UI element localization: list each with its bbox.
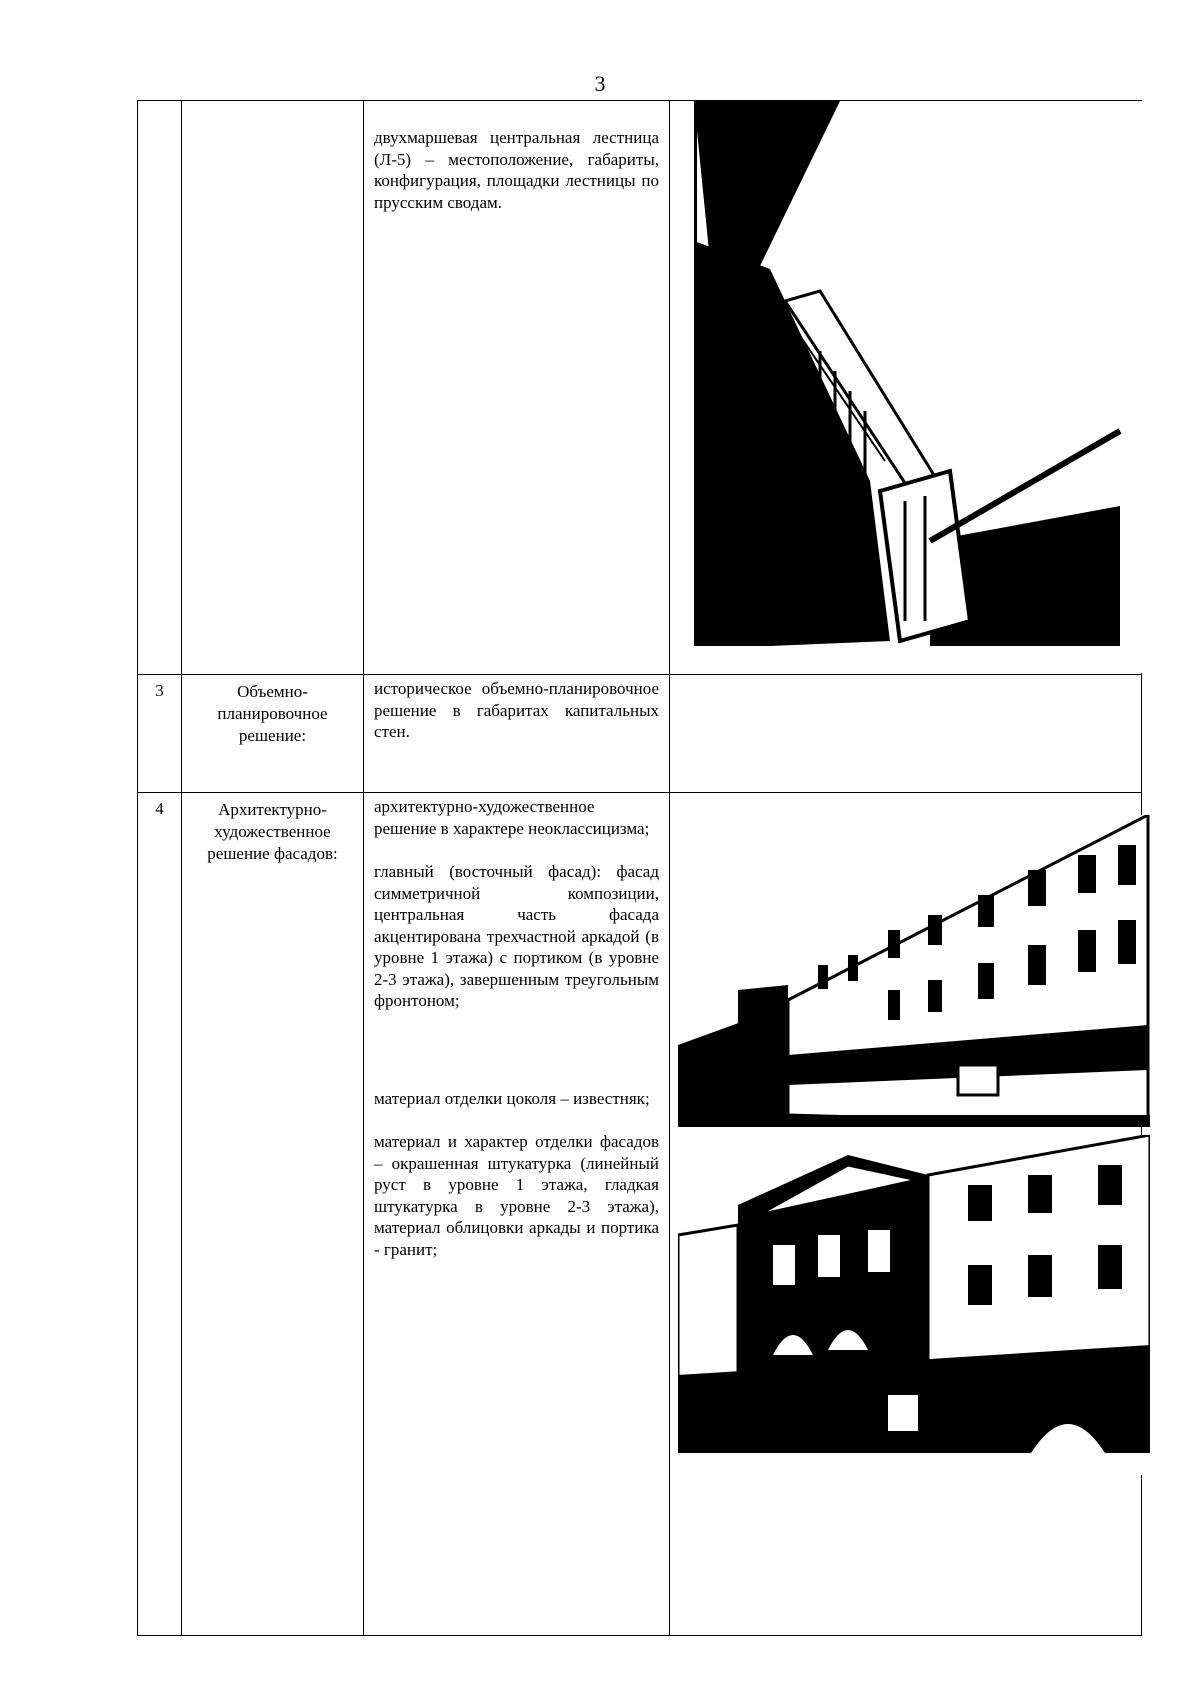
row-title: Архитектурно-художественное решение фасадов: [182,793,364,1636]
description-paragraph: историческое объемно-планировочное решение в габаритах капитальных стен. [374,679,659,741]
row-number [138,101,182,675]
table-row [138,101,1142,675]
row-description [364,675,670,793]
row-title [182,101,364,675]
row-description [364,793,670,1636]
staircase-photo [670,101,1142,673]
description-paragraph: архитектурно-художественное решение в характере неоклассицизма; [374,797,650,838]
row-description [364,101,670,675]
table-row [138,793,1142,1636]
facade-street-photo [678,815,1150,1127]
facade-portico-photo [678,1135,1150,1475]
photo-cell [670,675,1142,793]
table-row [138,675,1142,793]
description-paragraph: материал отделки цоколя – известняк; [374,1088,650,1108]
heritage-table [137,100,1142,1636]
page-number: 3 [594,71,606,96]
description-paragraph: главный (восточный фасад): фасад симметричной композиции, центральная часть фасада акцентирована трехчастной аркадой (в уровне 1 этажа) с портиком (в уровне 2-3 этажа), завершенным треугольным фронтоном; [374,862,659,1010]
row-title: Объемно-планировочное решение: [182,675,364,793]
row-number: 4 [138,793,182,1636]
description-paragraph: материал и характер отделки фасадов – окрашенная штукатурка (линейный руст в уровне 1 этажа, гладкая штукатурка в уровне 2-3 этажа), материал облицовки аркады и портика - гранит; [374,1132,659,1259]
photo-cell [670,101,1142,675]
row-number: 3 [138,675,182,793]
description-paragraph: двухмаршевая центральная лестница (Л-5) – местоположение, габариты, конфигурация, площадки лестницы по прусским сводам. [374,128,659,212]
photo-cell [670,793,1142,1636]
